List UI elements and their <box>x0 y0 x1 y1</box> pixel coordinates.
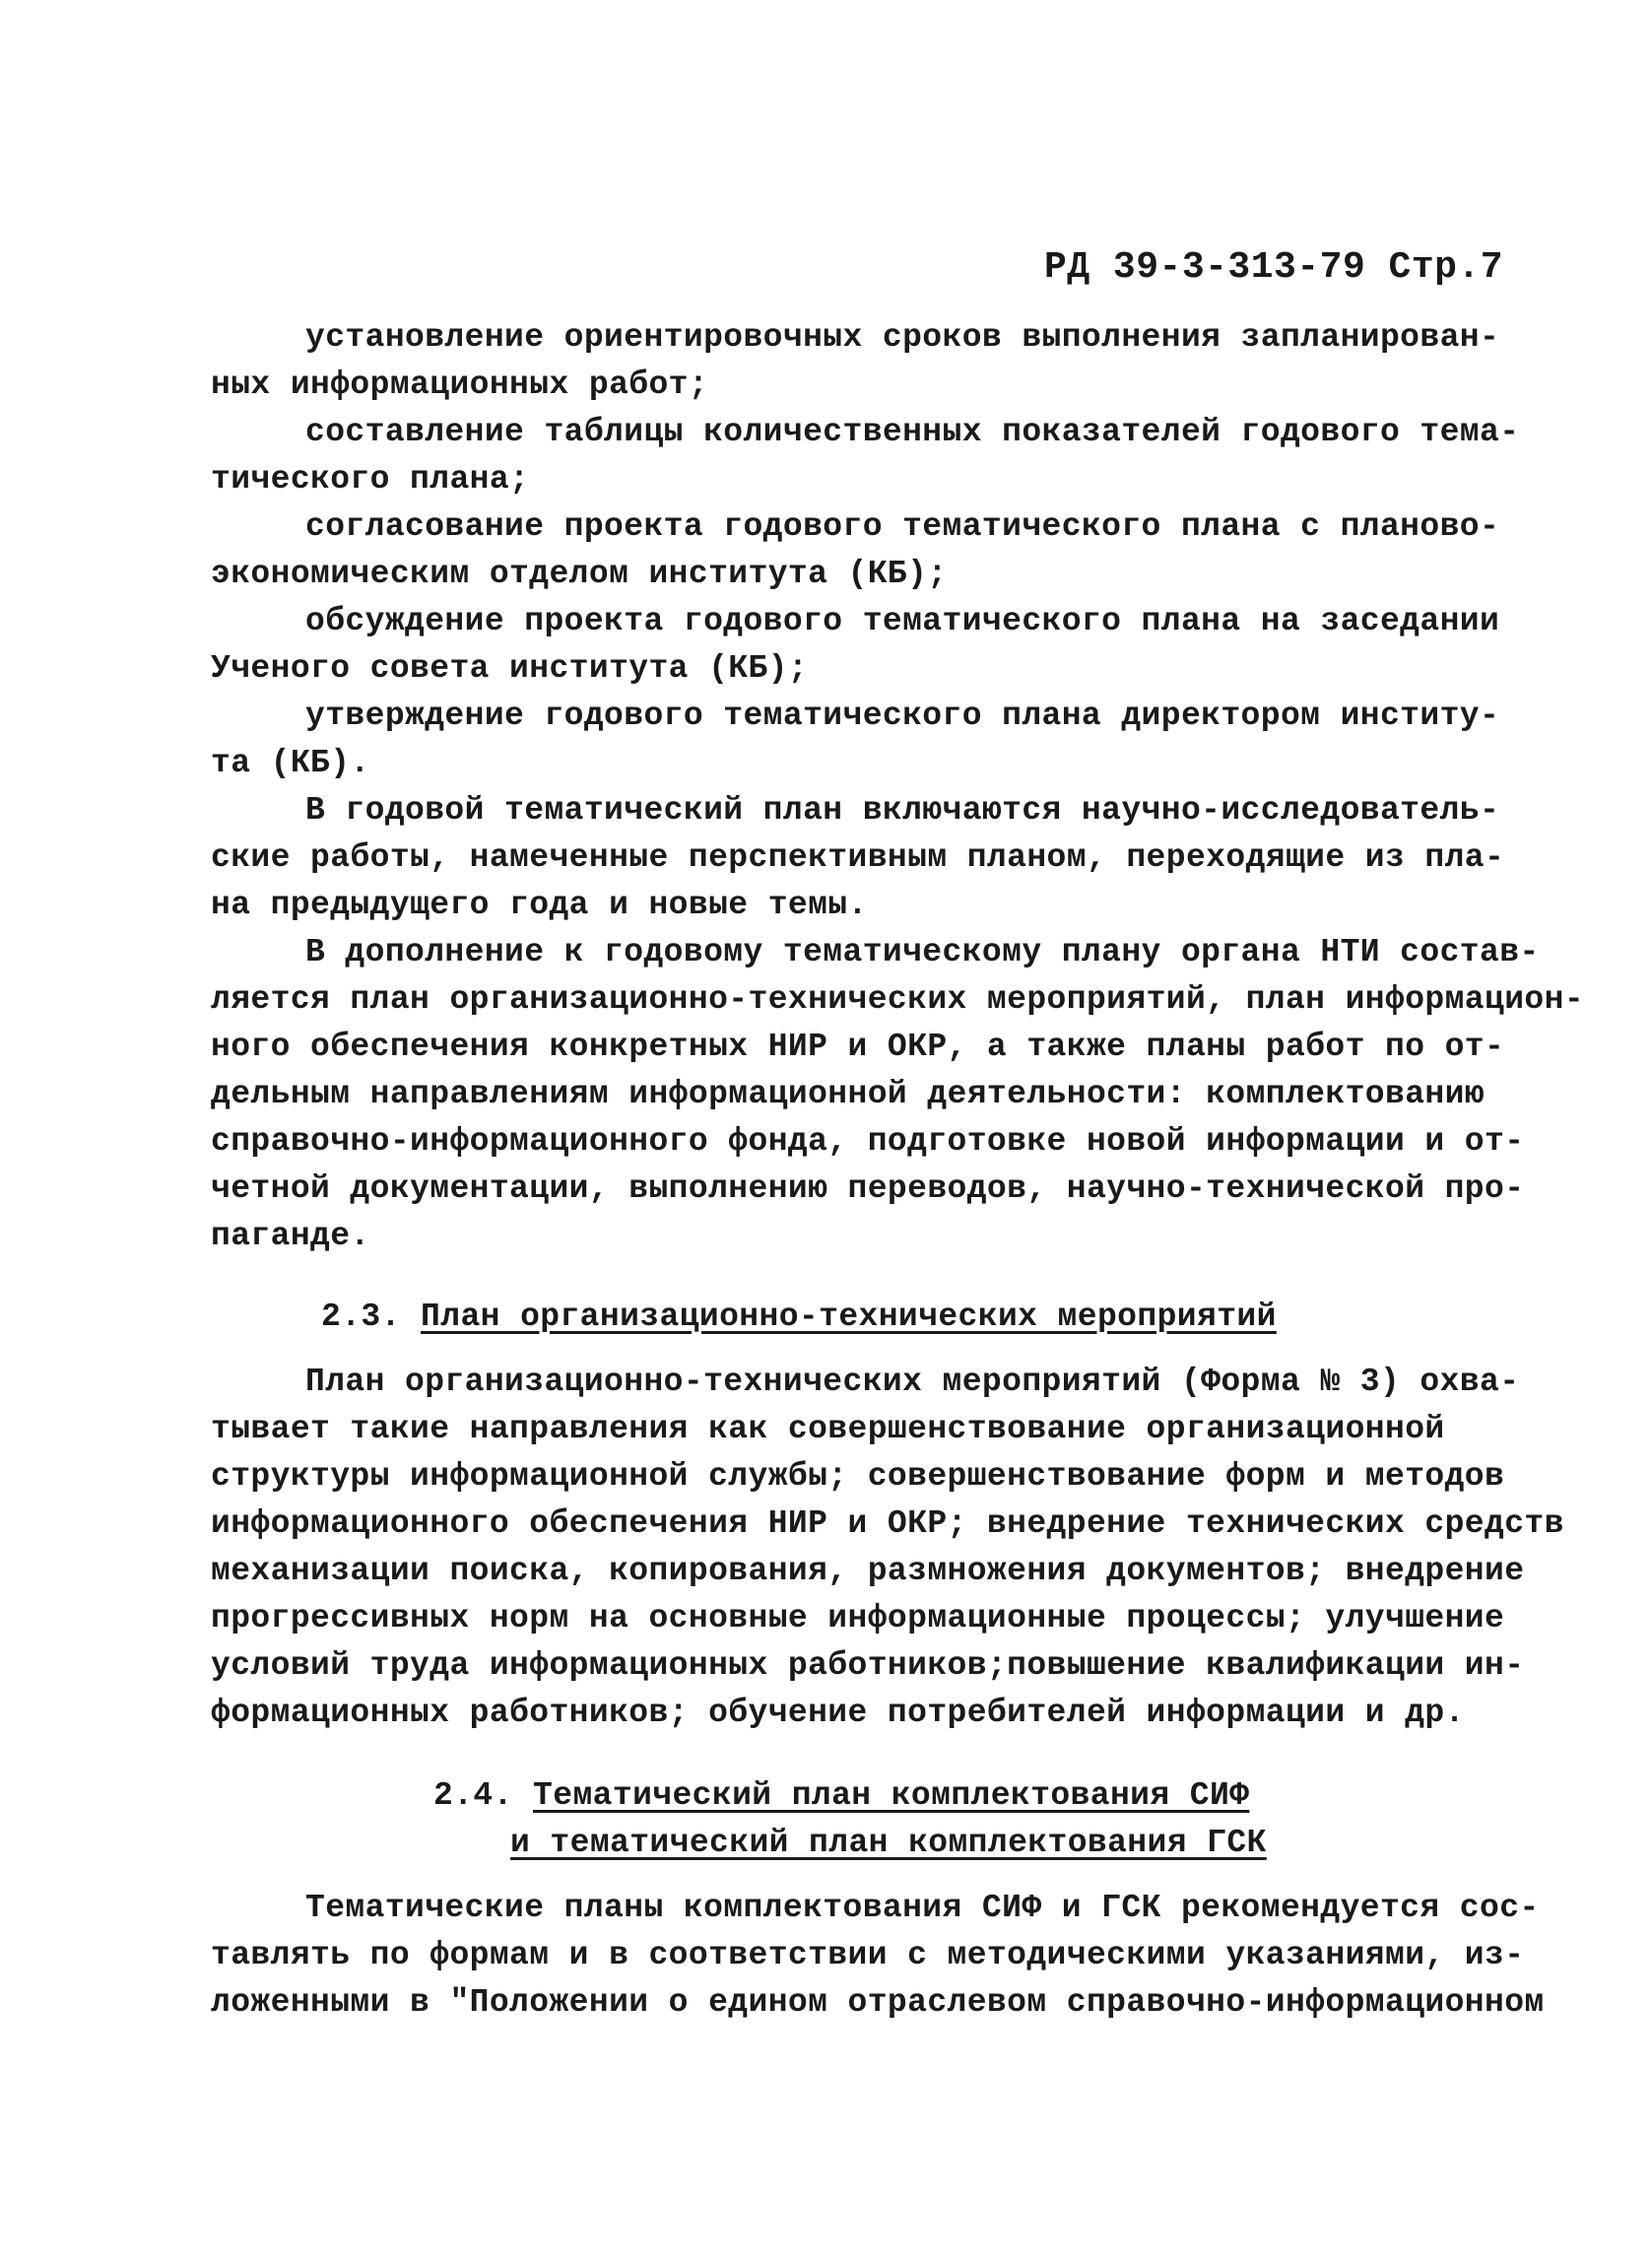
text-line: прогрессивных норм на основные информационные процессы; улучшение <box>211 1600 1505 1636</box>
text-line: обсуждение проекта годового тематического плана на заседании <box>305 603 1500 639</box>
text-line: Ученого совета института (КБ); <box>211 650 809 687</box>
section-title-line-2: и тематический план комплектования ГСК <box>510 1825 1267 1861</box>
text-line: та (КБ). <box>211 745 370 781</box>
text-line: на предыдущего года и новые темы. <box>211 887 868 923</box>
text-line: дельным направлениям информационной деятельности: комплектованию <box>211 1076 1486 1112</box>
text-line: Тематические планы комплектования СИФ и ГСК рекомендуется сос- <box>305 1890 1540 1926</box>
text-line: структуры информационной службы; совершенствование форм и методов <box>211 1458 1505 1495</box>
text-line: экономическим отделом института (КБ); <box>211 556 948 592</box>
section-title: План организационно-технических мероприятий <box>421 1299 1277 1335</box>
text-line: ляется план организационно-технических мероприятий, план информацион- <box>211 981 1585 1018</box>
text-line: ного обеспечения конкретных НИР и ОКР, а также планы работ по от- <box>211 1029 1505 1065</box>
text-line: четной документации, выполнению переводов, научно-технической про- <box>211 1170 1525 1207</box>
text-line: информационного обеспечения НИР и ОКР; внедрение технических средств <box>211 1505 1564 1542</box>
text-line: В дополнение к годовому тематическому плану органа НТИ состав- <box>305 934 1540 970</box>
text-line: согласование проекта годового тематического плана с планово- <box>305 508 1500 545</box>
section-title-line-1: Тематический план комплектования СИФ <box>533 1777 1250 1814</box>
text-line: тического плана; <box>211 461 530 498</box>
text-line: В годовой тематический план включаются научно-исследователь- <box>305 792 1500 829</box>
text-line: утверждение годового тематического плана директором институ- <box>305 698 1500 734</box>
text-line: тывает такие направления как совершенствование организационной <box>211 1411 1445 1447</box>
text-line: тавлять по формам и в соответствии с методическими указаниями, из- <box>211 1937 1525 1973</box>
text-line: установление ориентировочных сроков выполнения запланирован- <box>305 319 1500 356</box>
text-line: ных информационных работ; <box>211 367 709 403</box>
text-line: паганде. <box>211 1218 370 1254</box>
section-heading-2-4-line-2 <box>510 1827 1267 1859</box>
section-heading-2-4 <box>433 1779 1249 1812</box>
text-line: ские работы, намеченные перспективным планом, переходящие из пла- <box>211 839 1505 876</box>
page-header: РД 39-3-313-79 Стр.7 <box>1044 246 1504 289</box>
section-number: 2.3. <box>321 1299 401 1335</box>
text-line: справочно-информационного фонда, подготовке новой информации и от- <box>211 1123 1525 1160</box>
text-line: ложенными в "Положении о едином отраслевом справочно-информационном <box>211 1984 1545 2021</box>
text-line: формационных работников; обучение потребителей информации и др. <box>211 1695 1465 1731</box>
section-number: 2.4. <box>433 1777 513 1814</box>
text-line: условий труда информационных работников;повышение квалификации ин- <box>211 1647 1525 1684</box>
text-line: механизации поиска, копирования, размножения документов; внедрение <box>211 1553 1525 1589</box>
text-line: составление таблицы количественных показателей годового тема- <box>305 414 1520 450</box>
section-heading-2-3 <box>321 1301 1277 1333</box>
text-line: План организационно-технических мероприятий (Форма № 3) охва- <box>305 1364 1520 1400</box>
